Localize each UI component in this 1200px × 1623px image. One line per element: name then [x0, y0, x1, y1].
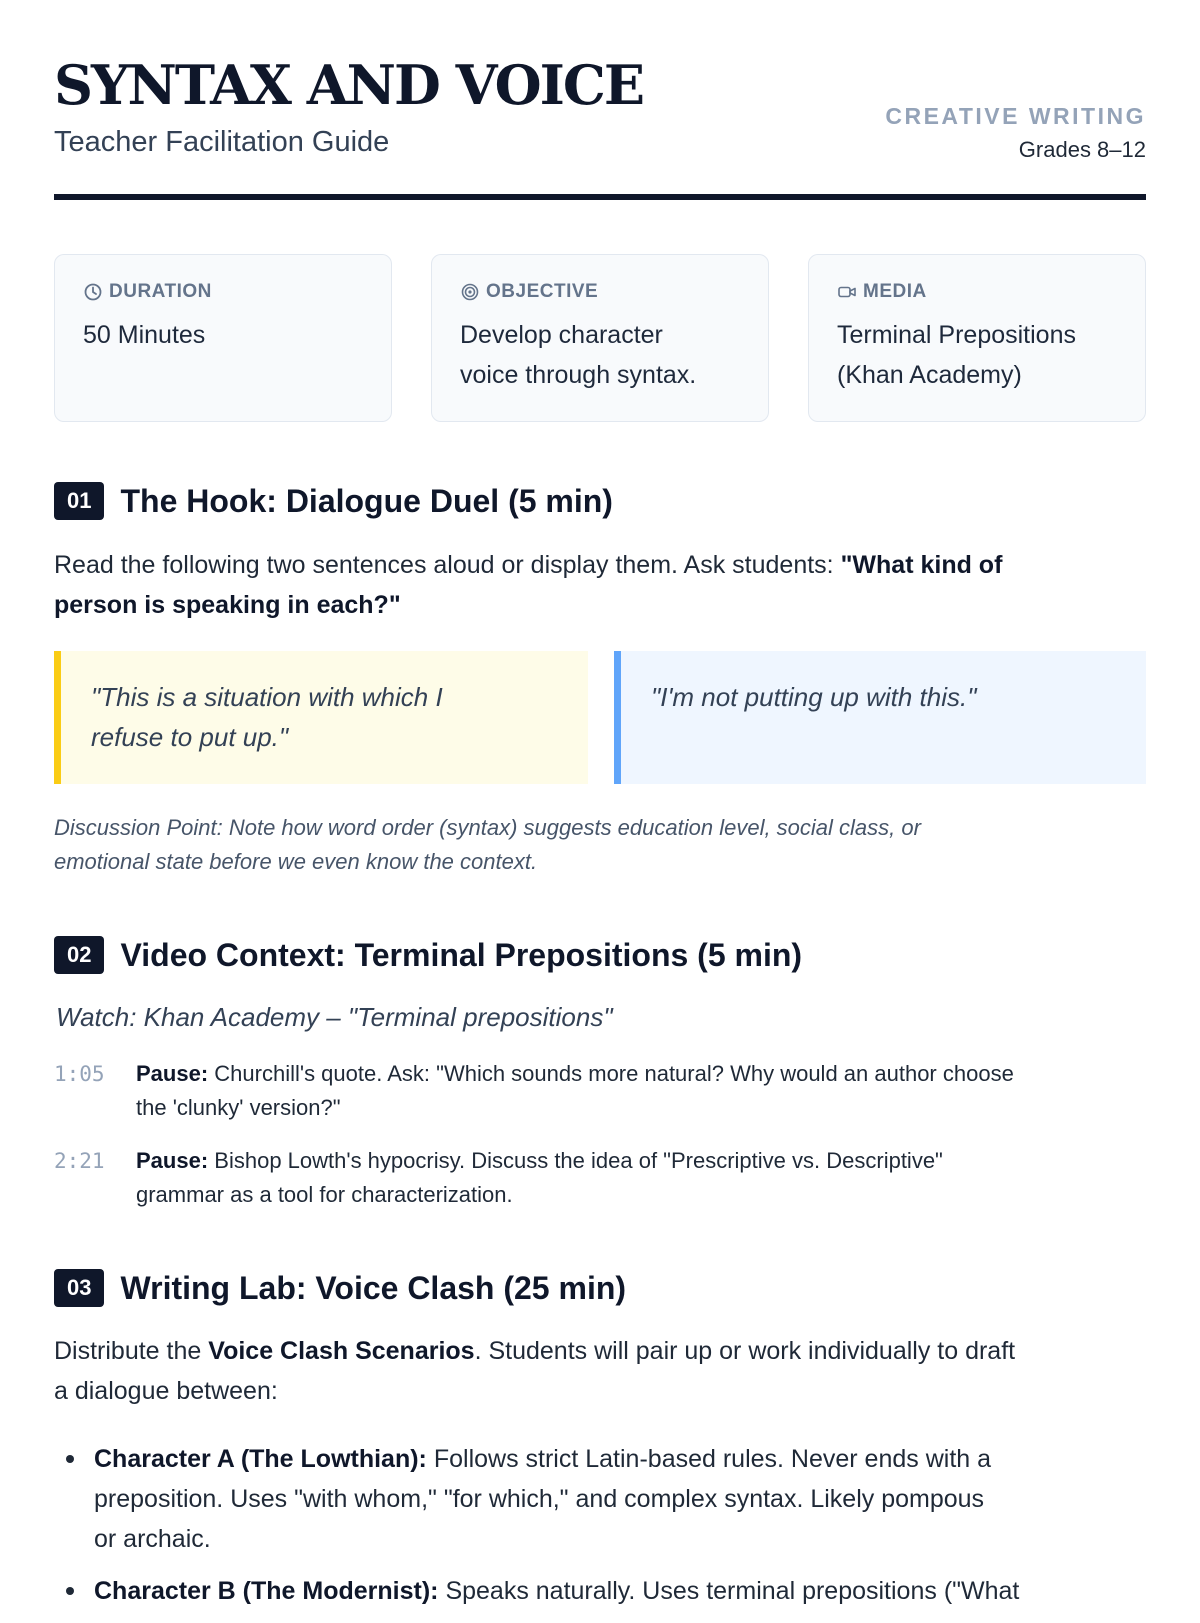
character-line: preposition. Uses "with whom," "for which," and complex syntax. Likely pompous — [94, 1485, 985, 1513]
hook-question-end: person is speaking in each?" — [54, 591, 401, 619]
section-title: Video Context: Terminal Prepositions (5 min) — [120, 936, 803, 973]
cue-pause-label: Pause: — [136, 1061, 209, 1086]
hook-instructions-line — [54, 545, 1146, 585]
objective-value-line: Develop character — [460, 321, 663, 349]
media-card — [808, 254, 1146, 422]
duration-label — [83, 281, 363, 303]
note-line: emotional state before we even know the context. — [54, 849, 538, 874]
duration-value — [83, 315, 363, 355]
cue-line-text: Bishop Lowth's hypocrisy. Discuss the idea of "Prescriptive vs. Descriptive" — [214, 1148, 943, 1173]
writing-lab-intro-post: . Students will pair up or work individually to draft — [474, 1337, 1016, 1365]
section-01-heading — [54, 482, 613, 520]
media-value-line: Terminal Prepositions — [837, 321, 1076, 349]
subject-label: CREATIVE WRITING — [885, 103, 1146, 129]
character-line — [94, 1439, 1146, 1479]
section-title: Writing Lab: Voice Clash (25 min) — [120, 1269, 627, 1306]
video-watch-line: Watch: Khan Academy – "Terminal prepositions" — [56, 1002, 613, 1032]
cue-line — [136, 1144, 943, 1178]
section-title: The Hook: Dialogue Duel (5 min) — [120, 482, 613, 519]
formal-quote-line: "This is a situation with which I — [91, 682, 443, 712]
cue-line: the 'clunky' version?" — [136, 1095, 341, 1120]
cue-description — [136, 1057, 1014, 1125]
media-value-line: (Khan Academy) — [837, 361, 1022, 389]
casual-quote-line: "I'm not putting up with this." — [651, 682, 977, 712]
writing-lab-line: a dialogue between: — [54, 1377, 278, 1405]
cue-line — [136, 1057, 1014, 1091]
objective-label-text: OBJECTIVE — [486, 281, 599, 302]
media-label — [837, 281, 1117, 303]
cue-line-text: Churchill's quote. Ask: "Which sounds more natural? Why would an author choose — [214, 1061, 1014, 1086]
media-label-text: MEDIA — [863, 281, 927, 302]
formal-quote-box — [54, 651, 588, 784]
character-line — [94, 1571, 1146, 1611]
section-number-badge: 01 — [54, 482, 104, 520]
hook-instructions-line — [54, 585, 1146, 625]
character-line: or archaic. — [94, 1525, 211, 1553]
writing-lab-line — [54, 1331, 1146, 1371]
hook-instructions — [54, 545, 1146, 625]
cue-pause-label: Pause: — [136, 1148, 209, 1173]
document-title: SYNTAX AND VOICE — [54, 53, 643, 117]
character-line-text: Speaks naturally. Uses terminal prepositions ("What — [445, 1577, 1020, 1605]
hook-intro-text: Read the following two sentences aloud or display them. Ask students: — [54, 551, 834, 579]
video-cue-item — [54, 1144, 1146, 1212]
cue-timestamp: 2:21 — [54, 1149, 105, 1173]
grade-range: Grades 8–12 — [1018, 137, 1146, 162]
hook-question-start: "What kind of — [840, 551, 1003, 579]
objective-value-line: voice through syntax. — [460, 361, 697, 389]
character-label: Character A (The Lowthian): — [94, 1445, 427, 1473]
objective-value — [460, 315, 740, 395]
writing-lab-intro-pre: Distribute the — [54, 1337, 202, 1365]
section-02-heading — [54, 936, 802, 974]
section-number-badge: 02 — [54, 936, 104, 974]
document-subtitle: Teacher Facilitation Guide — [54, 126, 390, 158]
media-value — [837, 315, 1117, 395]
character-a-item — [54, 1439, 1146, 1559]
formal-quote-line: refuse to put up." — [91, 722, 289, 752]
writing-lab-instructions — [54, 1331, 1146, 1411]
objective-card — [431, 254, 769, 422]
duration-card — [54, 254, 392, 422]
casual-quote-box — [614, 651, 1146, 784]
video-icon — [837, 282, 857, 302]
cue-description — [136, 1144, 943, 1212]
section-number-badge: 03 — [54, 1269, 104, 1307]
cue-line: grammar as a tool for characterization. — [136, 1182, 513, 1207]
character-label: Character B (The Modernist): — [94, 1577, 439, 1605]
cue-timestamp: 1:05 — [54, 1062, 105, 1086]
character-line-text: Follows strict Latin-based rules. Never ends with a — [433, 1445, 992, 1473]
target-icon — [460, 282, 480, 302]
duration-label-text: DURATION — [109, 281, 212, 302]
objective-label — [460, 281, 740, 303]
discussion-point-note — [54, 811, 1146, 879]
video-cue-item — [54, 1057, 1146, 1125]
overview-cards — [54, 254, 1146, 424]
clock-icon — [83, 282, 103, 302]
writing-lab-intro-bold: Voice Clash Scenarios — [208, 1337, 475, 1365]
note-line: Discussion Point: Note how word order (syntax) suggests education level, social class, or — [54, 815, 921, 840]
character-b-item — [54, 1571, 1146, 1611]
character-list — [54, 1439, 1146, 1623]
section-03-heading — [54, 1269, 626, 1307]
duration-value-line: 50 Minutes — [83, 321, 206, 349]
document-header — [54, 0, 1146, 200]
